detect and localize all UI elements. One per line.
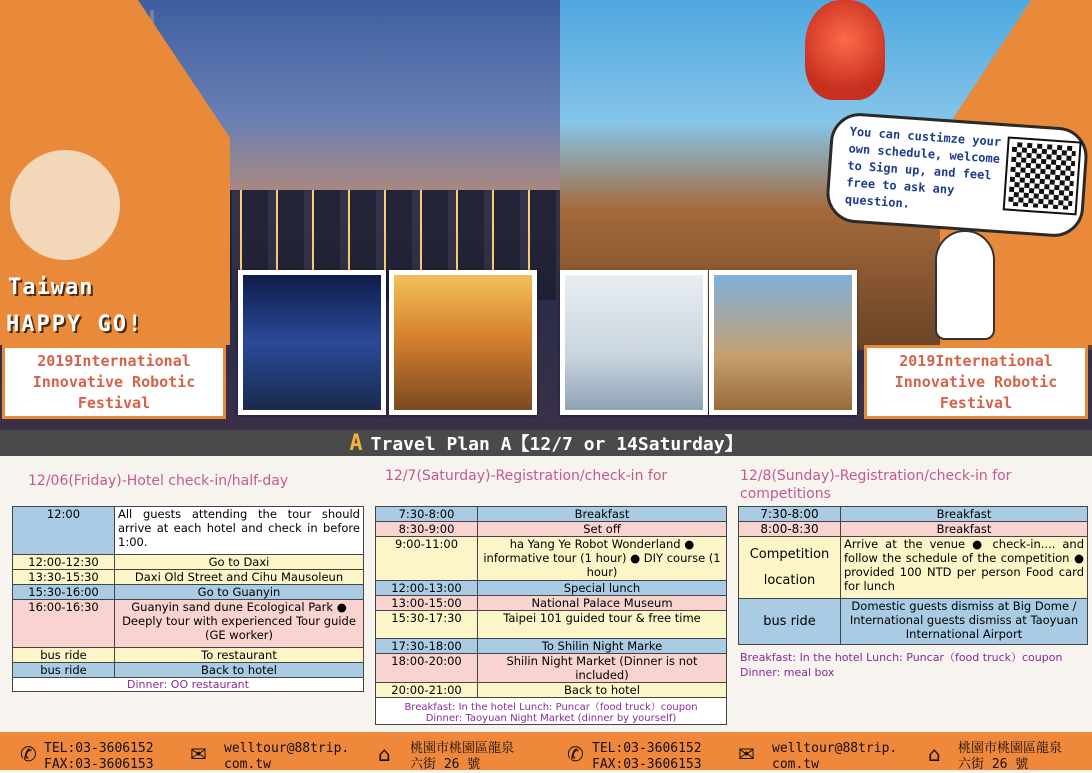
photo-palace-museum [709,270,857,415]
title-taiwan: Taiwan [8,275,94,300]
desc-cell: To Shilin Night Marke [478,639,727,654]
speech-bubble [824,111,1089,239]
festival-line: 2019International [37,351,191,370]
footer-tel[interactable]: TEL:03-3606152 [44,741,154,756]
festival-line: Festival [77,393,151,412]
table-row [376,581,727,596]
desc-cell: Domestic guests dismiss at Big Dome / International guests dismiss at Taoyuan International Airport [841,599,1088,645]
table-row [13,600,364,648]
table-row [739,522,1088,537]
time-cell: bus ride [13,648,115,663]
table-row [13,663,364,678]
table-row [13,507,364,555]
desc-cell: Go to Daxi [115,555,364,570]
plan-title: Travel Plan A【12/7 or 14Saturday】 [370,434,743,455]
meal-note [376,698,727,725]
footer-address: 桃園市桃園區龍泉 [958,741,1063,756]
day2-table [375,506,727,725]
time-cell: 13:30-15:30 [13,570,115,585]
meal-note-line: Breakfast: In the hotel Lunch: Puncar（food truck）coupon [404,702,698,713]
time-cell: 16:00-16:30 [13,600,115,648]
footer-email-domain[interactable]: com.tw [224,757,271,772]
day3-meal-note: Breakfast: In the hotel Lunch: Puncar（food truck）coupon Dinner: meal box [740,651,1063,679]
footer-fax: FAX:03-3606153 [44,757,154,772]
day1-table [12,506,364,692]
sky-lantern-image [805,0,885,100]
table-row [13,678,364,692]
time-cell: 12:00 [13,507,115,555]
time-cell: 7:30-8:00 [739,507,841,522]
table-row [376,698,727,725]
meal-note: Dinner: OO restaurant [13,678,364,692]
plan-letter: A [349,430,363,456]
table-row [376,639,727,654]
chef-mascot [935,230,995,340]
day3-table [738,506,1088,645]
time-cell: 13:00-15:00 [376,596,478,611]
table-row [376,654,727,683]
qr-code[interactable] [1005,139,1080,214]
desc-cell: Back to hotel [478,683,727,698]
table-row [739,537,1088,599]
footer-address-line2: 六街 26 號 [410,757,481,772]
desc-cell: National Palace Museum [478,596,727,611]
table-row [376,522,727,537]
festival-line: 2019International [899,351,1053,370]
table-row [376,596,727,611]
day3-title: 12/8(Sunday)-Registration/check-in for competitions [740,468,1012,502]
day2-title: 12/7(Saturday)-Registration/check-in for [385,468,668,484]
phone-icon: ✆ [20,742,37,766]
desc-cell: Daxi Old Street and Cihu Mausoleun [115,570,364,585]
desc-cell: Set off [478,522,727,537]
bubble-text: You can custimze your own schedule, welcome to Sign up, and feel free to ask any question. [844,124,1002,211]
time-cell: 17:30-18:00 [376,639,478,654]
time-cell: bus ride [13,663,115,678]
photo-sand-dune [389,270,537,415]
footer-address-line2: 六街 26 號 [958,757,1029,772]
table-row [376,683,727,698]
travel-plan-bar [0,430,1092,456]
time-cell: 8:30-9:00 [376,522,478,537]
photo-bridge [238,270,386,415]
time-cell: 9:00-11:00 [376,537,478,581]
festival-box-left [2,345,226,419]
time-cell: 20:00-21:00 [376,683,478,698]
desc-cell: ha Yang Ye Robot Wonderland ● informative tour (1 hour) ● DIY course (1 hour) [478,537,727,581]
table-row [13,585,364,600]
desc-cell: Guanyin sand dune Ecological Park ● Deeply tour with experienced Tour guide (GE worker) [115,600,364,648]
table-row [376,507,727,522]
footer-fax: FAX:03-3606153 [592,757,702,772]
desc-cell: Arrive at the venue ● check-in.... and follow the schedule of the competition ● provided 100 NTD per person Food card for lunch [841,537,1088,599]
title-happy-go: HAPPY GO! [6,312,144,337]
time-cell: 15:30-17:30 [376,611,478,639]
time-cell: Competition location [739,537,841,599]
desc-cell: To restaurant [115,648,364,663]
day1-title: 12/06(Friday)-Hotel check-in/half-day [28,473,289,489]
desc-cell: Shilin Night Market (Dinner is not included) [478,654,727,683]
desc-cell: Breakfast [841,522,1088,537]
festival-box-right [864,345,1088,419]
footer-email[interactable]: welltour@88trip. [224,741,350,756]
table-row [13,555,364,570]
desc-cell: Special lunch [478,581,727,596]
time-cell: 8:00-8:30 [739,522,841,537]
time-cell: 12:00-13:00 [376,581,478,596]
footer-tel[interactable]: TEL:03-3606152 [592,741,702,756]
photo-robot-museum [560,270,708,415]
desc-cell: Go to Guanyin [115,585,364,600]
festival-line: Innovative Robotic [32,372,196,391]
table-row [739,507,1088,522]
time-cell: 12:00-12:30 [13,555,115,570]
taipei-101-illustration [10,150,120,260]
meal-note-line: Dinner: Taoyuan Night Market (dinner by yourself) [425,713,677,724]
footer-email[interactable]: welltour@88trip. [772,741,898,756]
footer-address: 桃園市桃園區龍泉 [410,741,515,756]
table-row [376,611,727,639]
desc-cell: All guests attending the tour should arrive at each hotel and check in before 1:00. [115,507,364,555]
desc-cell: Breakfast [478,507,727,522]
home-icon: ⌂ [928,742,941,766]
mail-icon: ✉ [738,742,755,766]
festival-line: Innovative Robotic [894,372,1058,391]
phone-icon: ✆ [567,742,584,766]
time-cell: 15:30-16:00 [13,585,115,600]
festival-line: Festival [939,393,1013,412]
footer-email-domain[interactable]: com.tw [772,757,819,772]
home-icon: ⌂ [378,742,391,766]
desc-cell: Breakfast [841,507,1088,522]
table-row [13,648,364,663]
table-row [739,599,1088,645]
table-row [376,537,727,581]
table-row [13,570,364,585]
time-cell: bus ride [739,599,841,645]
mail-icon: ✉ [190,742,207,766]
time-cell: 7:30-8:00 [376,507,478,522]
desc-cell: Taipei 101 guided tour & free time [478,611,727,639]
time-cell: 18:00-20:00 [376,654,478,683]
desc-cell: Back to hotel [115,663,364,678]
